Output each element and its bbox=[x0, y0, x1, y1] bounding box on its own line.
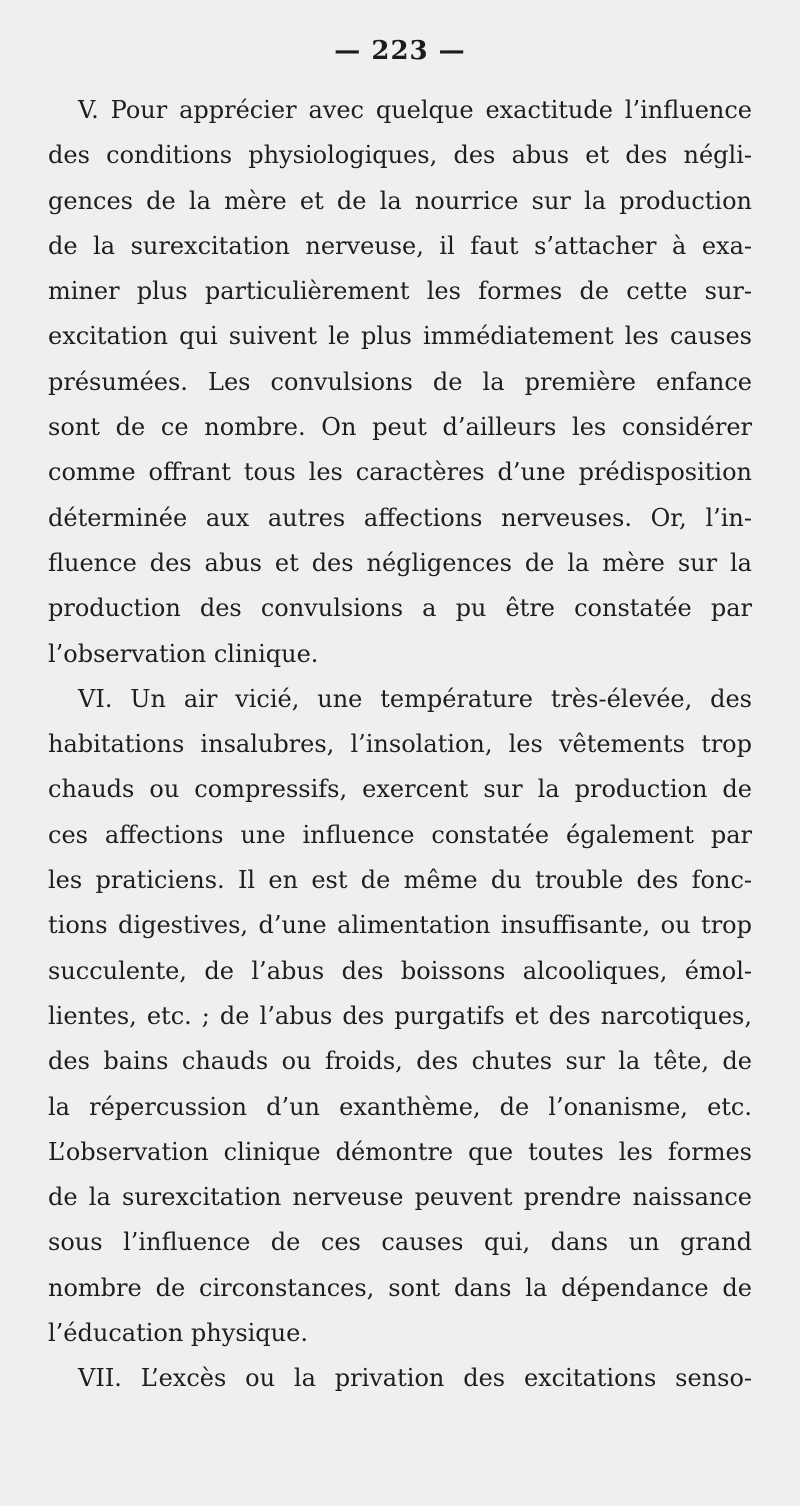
text-line: des conditions physiologiques, des abus et des négli- bbox=[48, 141, 752, 170]
text-line: miner plus particulièrement les formes de cette sur- bbox=[48, 277, 752, 306]
text-line: fluence des abus et des négligences de la mère sur la bbox=[48, 548, 752, 577]
text-line: L’observation clinique démontre que toutes les formes bbox=[48, 1137, 752, 1166]
paragraph-vi bbox=[48, 677, 752, 1356]
text-line: la répercussion d’un exanthème, de l’onanisme, etc. bbox=[48, 1092, 752, 1121]
text-line: production des convulsions a pu être constatée par bbox=[48, 594, 752, 623]
text-line: de la surexcitation nerveuse, il faut s’attacher à exa- bbox=[48, 231, 752, 260]
text-line: déterminée aux autres affections nerveuses. Or, l’in- bbox=[48, 503, 752, 532]
text-line: l’éducation physique. bbox=[48, 1319, 308, 1348]
paragraph-v bbox=[48, 88, 752, 677]
text-line: lientes, etc. ; de l’abus des purgatifs et des narcotiques, bbox=[48, 1001, 752, 1030]
text-line: VII. L’excès ou la privation des excitations senso- bbox=[78, 1364, 752, 1393]
body-text bbox=[48, 88, 752, 1402]
text-line: chauds ou compressifs, exercent sur la production de bbox=[48, 775, 752, 804]
page-number: — 223 — bbox=[334, 36, 466, 66]
text-line: sous l’influence de ces causes qui, dans un grand bbox=[48, 1228, 752, 1257]
text-line: habitations insalubres, l’insolation, les vêtements trop bbox=[48, 730, 752, 759]
text-line: excitation qui suivent le plus immédiatement les causes bbox=[48, 322, 752, 351]
text-line: l’observation clinique. bbox=[48, 639, 319, 668]
text-line: présumées. Les convulsions de la première enfance bbox=[48, 367, 752, 396]
text-line: des bains chauds ou froids, des chutes sur la tête, de bbox=[48, 1047, 752, 1076]
text-line: les praticiens. Il en est de même du trouble des fonc- bbox=[48, 866, 752, 895]
text-line: tions digestives, d’une alimentation insuffisante, ou trop bbox=[48, 911, 752, 940]
text-line: de la surexcitation nerveuse peuvent prendre naissance bbox=[48, 1183, 752, 1212]
text-line: comme offrant tous les caractères d’une prédisposition bbox=[48, 458, 752, 487]
text-line: V. Pour apprécier avec quelque exactitude l’influence bbox=[78, 96, 752, 124]
text-line: nombre de circonstances, sont dans la dépendance de bbox=[48, 1273, 752, 1302]
text-line: succulente, de l’abus des boissons alcooliques, émol- bbox=[48, 956, 752, 985]
text-line: VI. Un air vicié, une température très-élevée, des bbox=[78, 684, 752, 713]
text-line: ces affections une influence constatée également par bbox=[48, 820, 752, 849]
paragraph-vii bbox=[48, 1356, 752, 1401]
text-line: sont de ce nombre. On peut d’ailleurs les considérer bbox=[48, 413, 752, 442]
text-line: gences de la mère et de la nourrice sur la production bbox=[48, 186, 752, 215]
